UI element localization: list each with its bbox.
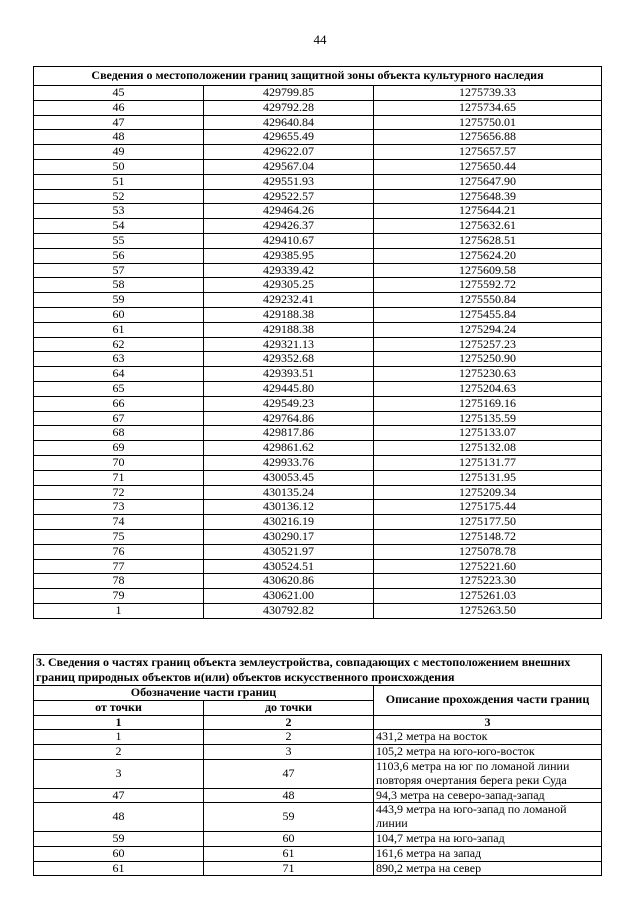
table-row bbox=[34, 574, 602, 589]
section-title-row bbox=[34, 655, 602, 686]
y-coordinate: 1275131.95 bbox=[374, 470, 602, 485]
col-number: 2 bbox=[204, 715, 374, 730]
x-coordinate: 430216.19 bbox=[204, 515, 374, 530]
x-coordinate: 429640.84 bbox=[204, 115, 374, 130]
point-number: 73 bbox=[34, 500, 204, 515]
boundary-parts-table bbox=[33, 654, 602, 876]
y-coordinate: 1275204.63 bbox=[374, 381, 602, 396]
point-number: 55 bbox=[34, 233, 204, 248]
table-row bbox=[34, 441, 602, 456]
table-row bbox=[34, 115, 602, 130]
y-coordinate: 1275550.84 bbox=[374, 293, 602, 308]
x-coordinate: 429551.93 bbox=[204, 174, 374, 189]
point-number: 47 bbox=[34, 115, 204, 130]
to-point: 59 bbox=[204, 803, 374, 832]
y-coordinate: 1275257.23 bbox=[374, 337, 602, 352]
from-point: 47 bbox=[34, 788, 204, 803]
y-coordinate: 1275223.30 bbox=[374, 574, 602, 589]
point-number: 53 bbox=[34, 204, 204, 219]
x-coordinate: 429799.85 bbox=[204, 86, 374, 101]
table-row bbox=[34, 589, 602, 604]
y-coordinate: 1275148.72 bbox=[374, 529, 602, 544]
table-row bbox=[34, 233, 602, 248]
y-coordinate: 1275209.34 bbox=[374, 485, 602, 500]
x-coordinate: 429464.26 bbox=[204, 204, 374, 219]
y-coordinate: 1275294.24 bbox=[374, 322, 602, 337]
desc-header: Описание прохождения части границ bbox=[374, 686, 602, 716]
point-number: 45 bbox=[34, 86, 204, 101]
to-point: 47 bbox=[204, 759, 374, 788]
y-coordinate: 1275656.88 bbox=[374, 130, 602, 145]
table-row bbox=[34, 455, 602, 470]
table-row bbox=[34, 515, 602, 530]
y-coordinate: 1275132.08 bbox=[374, 441, 602, 456]
point-number: 76 bbox=[34, 544, 204, 559]
group-header: Обозначение части границ bbox=[34, 686, 374, 701]
point-number: 50 bbox=[34, 159, 204, 174]
x-coordinate: 430053.45 bbox=[204, 470, 374, 485]
y-coordinate: 1275650.44 bbox=[374, 159, 602, 174]
table-row bbox=[34, 426, 602, 441]
x-coordinate: 430290.17 bbox=[204, 529, 374, 544]
description: 443,9 метра на юго-запад по ломаной линии bbox=[374, 803, 602, 832]
table-row bbox=[34, 204, 602, 219]
point-number: 64 bbox=[34, 367, 204, 382]
y-coordinate: 1275632.61 bbox=[374, 219, 602, 234]
section-title: 3. Сведения о частях границ объекта землеустройства, совпадающих с местоположением внешних границ природных объектов и(или) объектов искусственного происхождения bbox=[34, 655, 602, 686]
table-row bbox=[34, 759, 602, 788]
to-header: до точки bbox=[204, 700, 374, 715]
point-number: 79 bbox=[34, 589, 204, 604]
point-number: 69 bbox=[34, 441, 204, 456]
y-coordinate: 1275624.20 bbox=[374, 248, 602, 263]
table-row bbox=[34, 219, 602, 234]
point-number: 62 bbox=[34, 337, 204, 352]
table-row bbox=[34, 263, 602, 278]
x-coordinate: 429933.76 bbox=[204, 455, 374, 470]
description: 104,7 метра на юго-запад bbox=[374, 831, 602, 846]
point-number: 52 bbox=[34, 189, 204, 204]
table-row bbox=[34, 529, 602, 544]
table-row bbox=[34, 559, 602, 574]
y-coordinate: 1275250.90 bbox=[374, 352, 602, 367]
page-number: 44 bbox=[313, 32, 327, 47]
table-row bbox=[34, 730, 602, 745]
table-row bbox=[34, 337, 602, 352]
x-coordinate: 429385.95 bbox=[204, 248, 374, 263]
table-row bbox=[34, 322, 602, 337]
point-number: 66 bbox=[34, 396, 204, 411]
y-coordinate: 1275644.21 bbox=[374, 204, 602, 219]
description: 161,6 метра на запад bbox=[374, 846, 602, 861]
y-coordinate: 1275647.90 bbox=[374, 174, 602, 189]
table-row bbox=[34, 745, 602, 760]
table-row bbox=[34, 831, 602, 846]
table-row bbox=[34, 411, 602, 426]
description: 890,2 метра на север bbox=[374, 861, 602, 876]
coordinates-table bbox=[33, 66, 602, 619]
table-row bbox=[34, 86, 602, 101]
table-row bbox=[34, 174, 602, 189]
x-coordinate: 429339.42 bbox=[204, 263, 374, 278]
point-number: 56 bbox=[34, 248, 204, 263]
point-number: 59 bbox=[34, 293, 204, 308]
description: 431,2 метра на восток bbox=[374, 730, 602, 745]
point-number: 46 bbox=[34, 100, 204, 115]
point-number: 49 bbox=[34, 145, 204, 160]
point-number: 77 bbox=[34, 559, 204, 574]
to-point: 2 bbox=[204, 730, 374, 745]
x-coordinate: 430135.24 bbox=[204, 485, 374, 500]
x-coordinate: 430136.12 bbox=[204, 500, 374, 515]
y-coordinate: 1275169.16 bbox=[374, 396, 602, 411]
table-row bbox=[34, 803, 602, 832]
x-coordinate: 430521.97 bbox=[204, 544, 374, 559]
column-numbers-row bbox=[34, 715, 602, 730]
point-number: 57 bbox=[34, 263, 204, 278]
description: 1103,6 метра на юг по ломаной линии повторяя очертания берега реки Суда bbox=[374, 759, 602, 788]
to-point: 60 bbox=[204, 831, 374, 846]
point-number: 61 bbox=[34, 322, 204, 337]
table-row bbox=[34, 352, 602, 367]
header-row bbox=[34, 686, 602, 701]
x-coordinate: 429426.37 bbox=[204, 219, 374, 234]
y-coordinate: 1275750.01 bbox=[374, 115, 602, 130]
to-point: 61 bbox=[204, 846, 374, 861]
table-row bbox=[34, 307, 602, 322]
x-coordinate: 429445.80 bbox=[204, 381, 374, 396]
x-coordinate: 430621.00 bbox=[204, 589, 374, 604]
point-number: 54 bbox=[34, 219, 204, 234]
point-number: 67 bbox=[34, 411, 204, 426]
point-number: 1 bbox=[34, 603, 204, 618]
y-coordinate: 1275221.60 bbox=[374, 559, 602, 574]
from-point: 61 bbox=[34, 861, 204, 876]
y-coordinate: 1275263.50 bbox=[374, 603, 602, 618]
x-coordinate: 429522.57 bbox=[204, 189, 374, 204]
point-number: 65 bbox=[34, 381, 204, 396]
y-coordinate: 1275230.63 bbox=[374, 367, 602, 382]
table-row bbox=[34, 189, 602, 204]
description: 94,3 метра на северо-запад-запад bbox=[374, 788, 602, 803]
table-row bbox=[34, 861, 602, 876]
y-coordinate: 1275131.77 bbox=[374, 455, 602, 470]
table-row bbox=[34, 500, 602, 515]
table-row bbox=[34, 130, 602, 145]
to-point: 48 bbox=[204, 788, 374, 803]
point-number: 68 bbox=[34, 426, 204, 441]
coordinates-table-header bbox=[34, 67, 602, 86]
point-number: 63 bbox=[34, 352, 204, 367]
x-coordinate: 429410.67 bbox=[204, 233, 374, 248]
from-point: 2 bbox=[34, 745, 204, 760]
table-row bbox=[34, 470, 602, 485]
table-row bbox=[34, 100, 602, 115]
x-coordinate: 429232.41 bbox=[204, 293, 374, 308]
table-row bbox=[34, 278, 602, 293]
to-point: 3 bbox=[204, 745, 374, 760]
from-point: 48 bbox=[34, 803, 204, 832]
x-coordinate: 429567.04 bbox=[204, 159, 374, 174]
description: 105,2 метра на юго-юго-восток bbox=[374, 745, 602, 760]
x-coordinate: 429393.51 bbox=[204, 367, 374, 382]
point-number: 58 bbox=[34, 278, 204, 293]
y-coordinate: 1275078.78 bbox=[374, 544, 602, 559]
x-coordinate: 429655.49 bbox=[204, 130, 374, 145]
point-number: 72 bbox=[34, 485, 204, 500]
x-coordinate: 429549.23 bbox=[204, 396, 374, 411]
point-number: 70 bbox=[34, 455, 204, 470]
y-coordinate: 1275133.07 bbox=[374, 426, 602, 441]
x-coordinate: 429861.62 bbox=[204, 441, 374, 456]
point-number: 74 bbox=[34, 515, 204, 530]
x-coordinate: 430620.86 bbox=[204, 574, 374, 589]
y-coordinate: 1275739.33 bbox=[374, 86, 602, 101]
table-row bbox=[34, 145, 602, 160]
coordinates-table-title: Сведения о местоположении границ защитной зоны объекта культурного наследия bbox=[34, 67, 602, 86]
point-number: 60 bbox=[34, 307, 204, 322]
table-row bbox=[34, 603, 602, 618]
x-coordinate: 430792.82 bbox=[204, 603, 374, 618]
from-point: 3 bbox=[34, 759, 204, 788]
x-coordinate: 429321.13 bbox=[204, 337, 374, 352]
x-coordinate: 429352.68 bbox=[204, 352, 374, 367]
table-row bbox=[34, 367, 602, 382]
y-coordinate: 1275177.50 bbox=[374, 515, 602, 530]
y-coordinate: 1275175.44 bbox=[374, 500, 602, 515]
y-coordinate: 1275628.51 bbox=[374, 233, 602, 248]
table-row bbox=[34, 293, 602, 308]
from-point: 59 bbox=[34, 831, 204, 846]
point-number: 48 bbox=[34, 130, 204, 145]
table-row bbox=[34, 248, 602, 263]
col-number: 1 bbox=[34, 715, 204, 730]
y-coordinate: 1275455.84 bbox=[374, 307, 602, 322]
table-row bbox=[34, 485, 602, 500]
x-coordinate: 429792.28 bbox=[204, 100, 374, 115]
y-coordinate: 1275261.03 bbox=[374, 589, 602, 604]
y-coordinate: 1275734.65 bbox=[374, 100, 602, 115]
table-row bbox=[34, 159, 602, 174]
y-coordinate: 1275592.72 bbox=[374, 278, 602, 293]
from-point: 60 bbox=[34, 846, 204, 861]
y-coordinate: 1275648.39 bbox=[374, 189, 602, 204]
from-header: от точки bbox=[34, 700, 204, 715]
to-point: 71 bbox=[204, 861, 374, 876]
x-coordinate: 429817.86 bbox=[204, 426, 374, 441]
x-coordinate: 429764.86 bbox=[204, 411, 374, 426]
y-coordinate: 1275609.58 bbox=[374, 263, 602, 278]
y-coordinate: 1275135.59 bbox=[374, 411, 602, 426]
x-coordinate: 429305.25 bbox=[204, 278, 374, 293]
table-row bbox=[34, 846, 602, 861]
point-number: 75 bbox=[34, 529, 204, 544]
point-number: 51 bbox=[34, 174, 204, 189]
table-row bbox=[34, 788, 602, 803]
x-coordinate: 429188.38 bbox=[204, 322, 374, 337]
table-row bbox=[34, 396, 602, 411]
x-coordinate: 429188.38 bbox=[204, 307, 374, 322]
table-row bbox=[34, 544, 602, 559]
point-number: 78 bbox=[34, 574, 204, 589]
table-row bbox=[34, 381, 602, 396]
point-number: 71 bbox=[34, 470, 204, 485]
from-point: 1 bbox=[34, 730, 204, 745]
y-coordinate: 1275657.57 bbox=[374, 145, 602, 160]
col-number: 3 bbox=[374, 715, 602, 730]
x-coordinate: 430524.51 bbox=[204, 559, 374, 574]
x-coordinate: 429622.07 bbox=[204, 145, 374, 160]
